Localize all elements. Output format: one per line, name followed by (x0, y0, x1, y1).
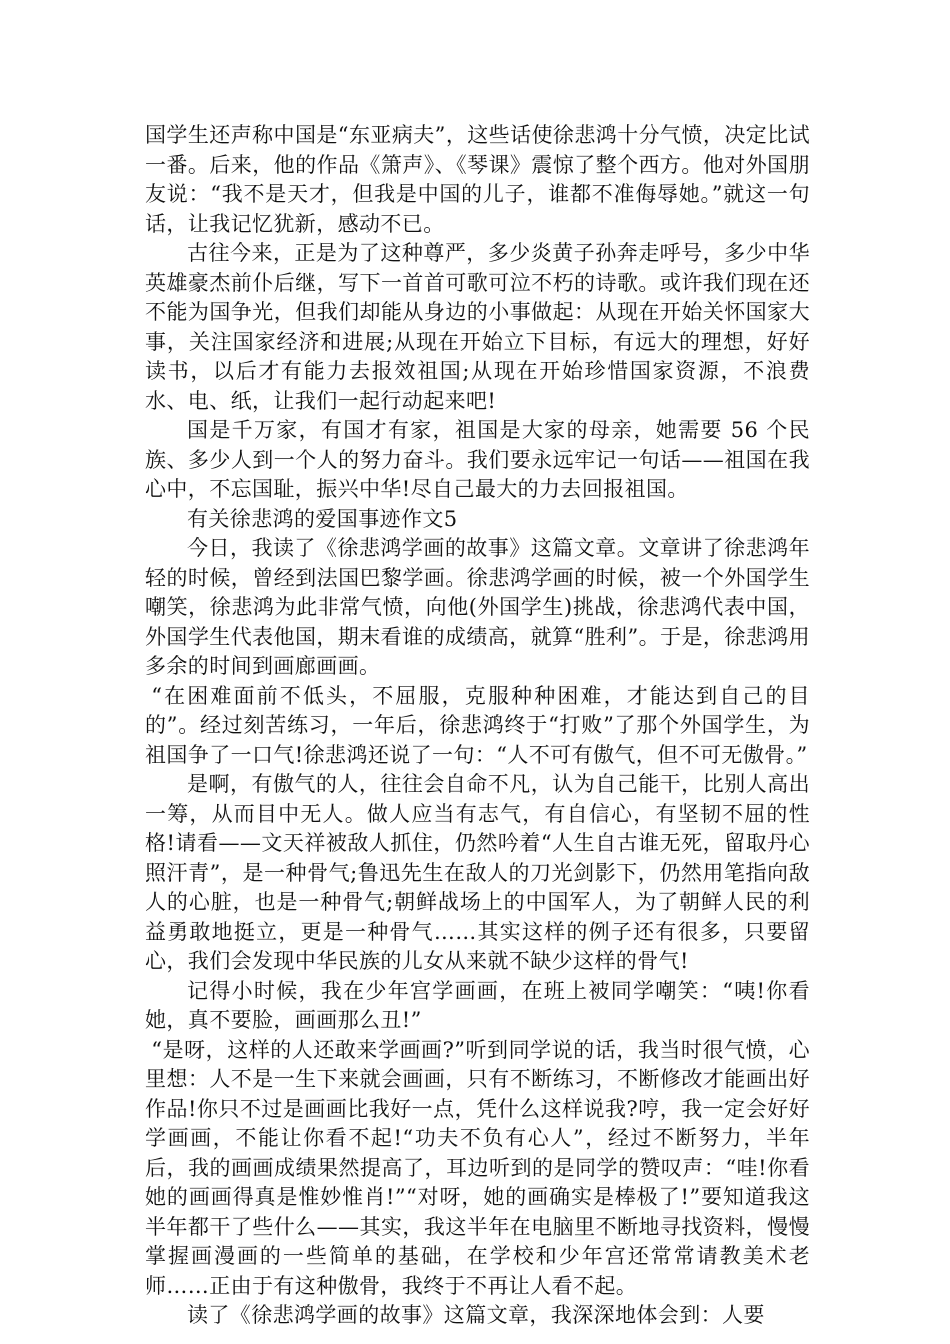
document-body (145, 121, 810, 1331)
paragraph-1: 国学生还声称中国是“东亚病夫”，这些话使徐悲鸿十分气愤，决定比试一番。后来，他的作品《箫声》、《琴课》震惊了整个西方。他对外国朋友说：“我不是天才，但我是中国的儿子，谁都不准侮辱她。”就这一句话，让我记忆犹新，感动不已。 (145, 123, 810, 236)
paragraph-6: 是啊，有傲气的人，往往会自命不凡，认为自己能干，比别人高出一筹，从而目中无人。做人应当有志气，有自信心，有坚韧不屈的性格!请看——文天祥被敌人抓住，仍然吟着“人生自古谁无死，留取丹心照汗青”，是一种骨气;鲁迅先生在敌人的刀光剑影下，仍然用笔指向敌人的心脏，也是一种骨气;朝鲜战场上的中国军人，为了朝鲜人民的利益勇敢地挺立，更是一种骨气……其实这样的例子还有很多，只要留心，我们会发现中华民族的儿女从来就不缺少这样的骨气! (145, 772, 810, 973)
paragraph-2: 古往今来，正是为了这种尊严，多少炎黄子孙奔走呼号，多少中华英雄豪杰前仆后继，写下一首首可歌可泣不朽的诗歌。或许我们现在还不能为国争光，但我们却能从身边的小事做起：从现在开始关怀国家大事，关注国家经济和进展;从现在开始立下目标，有远大的理想，好好读书，以后才有能力去报效祖国;从现在开始珍惜国家资源，不浪费水、电、纸，让我们一起行动起来吧! (145, 241, 810, 413)
section-heading: 有关徐悲鸿的爱国事迹作文5 (187, 506, 458, 531)
paragraph-5: “在困难面前不低头，不屈服，克服种种困难，才能达到自己的目的”。经过刻苦练习，一年后，徐悲鸿终于“打败”了那个外国学生，为祖国争了一口气!徐悲鸿还说了一句：“人不可有傲气，但不可无傲骨。” (145, 683, 810, 767)
paragraph-9: 读了《徐悲鸿学画的故事》这篇文章，我深深地体会到：人要 (187, 1303, 765, 1327)
paragraph-3: 国是千万家，有国才有家，祖国是大家的母亲，她需要 56 个民族、多少人到一个人的努力奋斗。我们要永远牢记一句话——祖国在我心中，不忘国耻，振兴中华!尽自己最大的力去回报祖国。 (145, 418, 810, 501)
paragraph-4: 今日，我读了《徐悲鸿学画的故事》这篇文章。文章讲了徐悲鸿年轻的时候，曾经到法国巴黎学画。徐悲鸿学画的时候，被一个外国学生嘲笑，徐悲鸿为此非常气愤，向他(外国学生)挑战，徐悲鸿代表中国，外国学生代表他国，期末看谁的成绩高，就算“胜利”。于是，徐悲鸿用多余的时间到画廊画画。 (145, 536, 810, 678)
paragraph-8: “是呀，这样的人还敢来学画画?”听到同学说的话，我当时很气愤，心里想：人不是一生下来就会画画，只有不断练习，不断修改才能画出好作品!你只不过是画画比我好一点，凭什么这样说我?哼，我一定会好好学画画，不能让你看不起!“功夫不负有心人”，经过不断努力，半年后，我的画画成绩果然提高了，耳边听到的是同学的赞叹声：“哇!你看她的画画得真是惟妙惟肖!”“对呀，她的画确实是棒极了!”要知道我这半年都干了些什么——其实，我这半年在电脑里不断地寻找资料，慢慢掌握画漫画的一些简单的基础，在学校和少年宫还常常请教美术老师……正由于有这种傲骨，我终于不再让人看不起。 (145, 1037, 810, 1298)
paragraph-7: 记得小时候，我在少年宫学画画，在班上被同学嘲笑：“咦!你看她，真不要脸，画画那么丑!” (145, 978, 810, 1032)
